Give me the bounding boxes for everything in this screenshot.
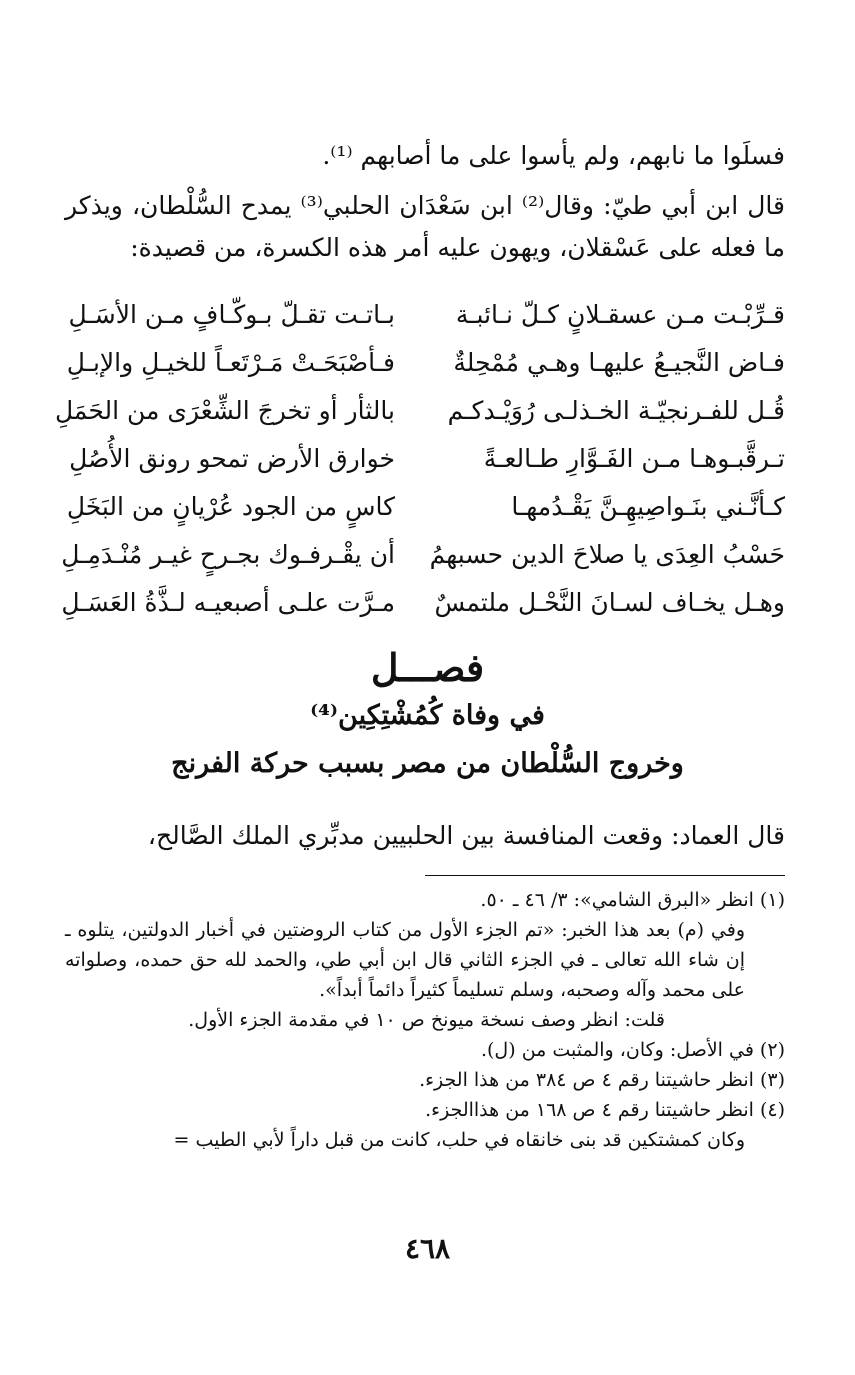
- opening-line: فسلَوا ما نابهم، ولم يأسوا على ما أصابهم ⁽¹⁾.: [322, 141, 785, 170]
- intro-paragraph: قال ابن أبي طيّ: وقال⁽²⁾ ابن سَعْدَان الحلبي⁽³⁾ يمدح السُّلْطان، ويذكر ما فعله على عَسْقلان، ويهون عليه أمر هذه الكسرة، من قصيدة:: [65, 191, 785, 262]
- first-hemistich: تـرقَّبـوهـا مـن الفَـوَّارِ طـالعـةً: [483, 443, 785, 473]
- verse-4: [65, 434, 785, 482]
- section-heading: فصـــل: [370, 645, 485, 690]
- verse-1: [65, 290, 785, 338]
- second-hemistich: أن يقْـرفـوك بجـرحٍ غيـر مُنْـدَمِـلِ: [61, 539, 395, 569]
- footnotes: [65, 885, 785, 1155]
- footnote-4: (٤) انظر حاشيتنا رقم ٤ ص ١٦٨ من هذاالجزء.: [425, 1099, 785, 1121]
- first-hemistich: كـأنَّـني بنَـواصِيهِـنَّ يَقْـدُمهـا: [511, 491, 785, 521]
- second-hemistich: كاسٍ من الجود عُرْيانٍ من البَخَلِ: [66, 491, 395, 521]
- poem: [54, 290, 785, 626]
- verse-5: [65, 482, 785, 530]
- section-subtitle-2: وخروج السُّلْطان من مصر بسبب حركة الفرنج: [171, 748, 684, 779]
- footnote-3: (٣) انظر حاشيتنا رقم ٤ ص ٣٨٤ من هذا الجزء.: [419, 1069, 785, 1091]
- footnote-2: (٢) في الأصل: وكان، والمثبت من (ل).: [480, 1039, 785, 1061]
- second-hemistich: فـأصْبَحَـتْ مَـرْتَعـاً للخيـلِ والإبـلِ: [66, 347, 395, 377]
- footnote-divider: [425, 875, 785, 876]
- footnote-4-continuation: وكان كمشتكين قد بنى خانقاه في حلب، كانت من قبل داراً لأبي الطيب =: [173, 1129, 745, 1151]
- verse-2: [65, 338, 785, 386]
- footnote-1-continuation: وفي (م) بعد هذا الخبر: «تم الجزء الأول من كتاب الروضتين في أخبار الدولتين، يتلوه ـ إن شاء الله تعالى ـ في الجزء الثاني قال ابن أبي طي، والحمد لله حق حمده، وصلواته على محمد وآله وصحبه، وسلم تسليماً كثيراً دائماً أبداً».: [65, 919, 745, 1001]
- first-hemistich: فـاض النَّجيـعُ عليهـا وهـي مُمْحِلةٌ: [453, 347, 785, 377]
- first-hemistich: قُـل للفـرنجيّـة الخـذلـى رُوَيْـدكـم: [447, 395, 785, 425]
- first-hemistich: قـرِّبْـت مـن عسقـلانٍ كـلّ نـائبـة: [455, 299, 785, 329]
- body-line: قال العماد: وقعت المنافسة بين الحلبيين مدبِّري الملك الصَّالح،: [147, 821, 785, 850]
- second-hemistich: مـرَّت علـى أصبعيـه لـذَّةُ العَسَـلِ: [61, 587, 395, 617]
- verse-6: [61, 530, 785, 578]
- second-hemistich: خوارق الأرض تمحو رونق الأُصُلِ: [69, 443, 395, 473]
- footnote-1-note: قلت: انظر وصف نسخة ميونخ ص ١٠ في مقدمة الجزء الأول.: [188, 1009, 665, 1031]
- first-hemistich: حَسْبُ العِدَى يا صلاحَ الدين حسبهمُ: [429, 539, 785, 569]
- second-hemistich: بـاتـت تقـلّ بـوكّـافٍ مـن الأسَـلِ: [68, 299, 395, 329]
- verse-3: [54, 386, 785, 434]
- section-subtitle-1: في وفاة كُمُشْتِكِين⁽⁴⁾: [310, 700, 545, 731]
- first-hemistich: وهـل يخـاف لسـانَ النَّحْـل ملتمسٌ: [434, 587, 785, 617]
- second-hemistich: بالثأر أو تخرجَ الشِّعْرَى من الحَمَلِ: [54, 395, 395, 425]
- verse-7: [61, 578, 785, 626]
- page-number: ٤٦٨: [404, 1232, 451, 1265]
- footnote-1: (١) انظر «البرق الشامي»: ٣/ ٤٦ ـ ٥٠.: [480, 889, 785, 911]
